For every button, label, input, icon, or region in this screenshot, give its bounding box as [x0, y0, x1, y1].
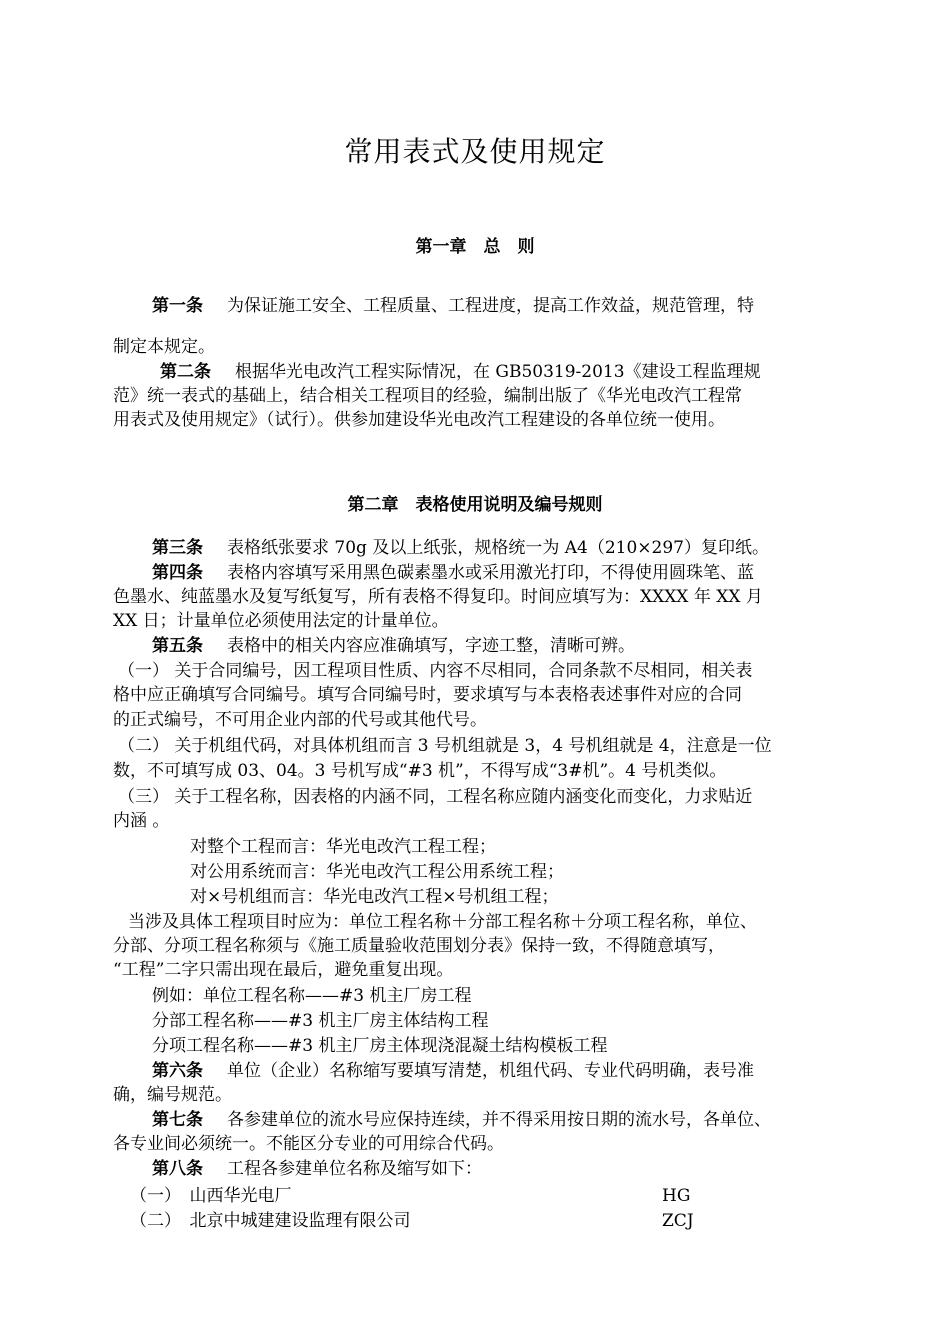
article-6-line-2: 确，编号规范。: [113, 1085, 232, 1105]
unit-code: HG: [662, 1186, 691, 1206]
eg-line-2: 分部工程名称——#3 机主厂房主体结构工程: [152, 1011, 489, 1031]
article-2-line-3: 用表式及使用规定》（试行）。供参加建设华光电改汽工程建设的各单位统一使用。: [113, 410, 725, 430]
example-line-2: 对公用系统而言：华光电改汽工程公用系统工程；: [190, 862, 564, 882]
article-2-label: 第二条: [160, 362, 211, 382]
article-8-label: 第八条: [152, 1159, 203, 1179]
example-line-3: 对×号机组而言：华光电改汽工程×号机组工程；: [190, 887, 559, 907]
example-line-1: 对整个工程而言：华光电改汽工程工程；: [190, 837, 496, 857]
chapter-1-heading: 第一章 总 则: [415, 237, 535, 257]
paragraph-line-1: 当涉及具体工程项目时应为：单位工程名称＋分部工程名称＋分项工程名称，单位、: [128, 912, 757, 932]
eg-line-1: 例如：单位工程名称——#3 机主厂房工程: [152, 986, 472, 1006]
article-4-label: 第四条: [152, 563, 203, 583]
article-3-line-1: 第三条 表格纸张要求 70g 及以上纸张，规格统一为 A4（210×297）复印纸。: [152, 538, 769, 558]
article-4-line-3: XX 日；计量单位必须使用法定的计量单位。: [113, 611, 449, 631]
paragraph-line-2: 分部、分项工程名称须与《施工质量验收范围划分表》保持一致，不得随意填写，: [113, 936, 725, 956]
unit-name: （一） 山西华光电厂: [130, 1186, 292, 1206]
article-1-line-2: 制定本规定。: [113, 337, 215, 357]
item-1-line-3: 的正式编号，不可用企业内部的代号或其他代号。: [113, 710, 487, 730]
article-7-label: 第七条: [152, 1110, 203, 1130]
article-5-line-1: 第五条 表格中的相关内容应准确填写，字迹工整，清晰可辨。: [152, 636, 635, 656]
item-1-line-1: （一） 关于合同编号，因工程项目性质、内容不尽相同，合同条款不尽相同，相关表: [118, 661, 753, 681]
article-7-line-2: 各专业间必须统一。不能区分专业的可用综合代码。: [113, 1134, 504, 1154]
article-6-line-1: 第六条 单位（企业）名称缩写要填写清楚，机组代码、专业代码明确，表号准: [152, 1061, 754, 1081]
article-2-line-2: 范》统一表式的基础上，结合相关工程项目的经验，编制出版了《华光电改汽工程常: [113, 386, 742, 406]
article-8-line-1: 第八条 工程各参建单位名称及缩写如下：: [152, 1159, 482, 1179]
unit-code: ZCJ: [662, 1211, 694, 1231]
article-5-label: 第五条: [152, 636, 203, 656]
article-6-label: 第六条: [152, 1061, 203, 1081]
chapter-2-heading: 第二章 表格使用说明及编号规则: [347, 495, 603, 515]
article-2-line-1: 第二条 根据华光电改汽工程实际情况，在 GB50319-2013《建设工程监理规: [160, 362, 761, 382]
item-3-line-1: （三） 关于工程名称，因表格的内涵不同，工程名称应随内涵变化而变化，力求贴近: [118, 787, 753, 807]
eg-line-3: 分项工程名称——#3 机主厂房主体现浇混凝土结构模板工程: [152, 1036, 608, 1056]
article-1-label: 第一条: [152, 296, 203, 316]
item-1-line-2: 格中应正确填写合同编号。填写合同编号时，要求填写与本表格表述事件对应的合同: [113, 685, 742, 705]
page-title: 常用表式及使用规定: [344, 135, 606, 168]
item-2-line-1: （二） 关于机组代码，对具体机组而言 3 号机组就是 3，4 号机组就是 4，注意是一位: [118, 736, 772, 756]
unit-name: （二） 北京中城建建设监理有限公司: [130, 1211, 411, 1231]
item-2-line-2: 数，不可填写成 03、04。3 号机写成“#3 机”，不得写成“3#机”。4 号机类似。: [113, 761, 727, 781]
article-4-line-1: 第四条 表格内容填写采用黑色碳素墨水或采用激光打印，不得使用圆珠笔、蓝: [152, 563, 754, 583]
article-1-line-1: 第一条 为保证施工安全、工程质量、工程进度，提高工作效益，规范管理，特: [152, 296, 754, 316]
article-4-line-2: 色墨水、纯蓝墨水及复写纸复写，所有表格不得复印。时间应填写为：XXXX 年 XX 月: [113, 587, 763, 607]
paragraph-line-3: “工程”二字只需出现在最后，避免重复出现。: [113, 960, 454, 980]
article-7-line-1: 第七条 各参建单位的流水号应保持连续，并不得采用按日期的流水号，各单位、: [152, 1110, 771, 1130]
item-3-line-2: 内涵 。: [113, 811, 170, 831]
article-3-label: 第三条: [152, 538, 203, 558]
